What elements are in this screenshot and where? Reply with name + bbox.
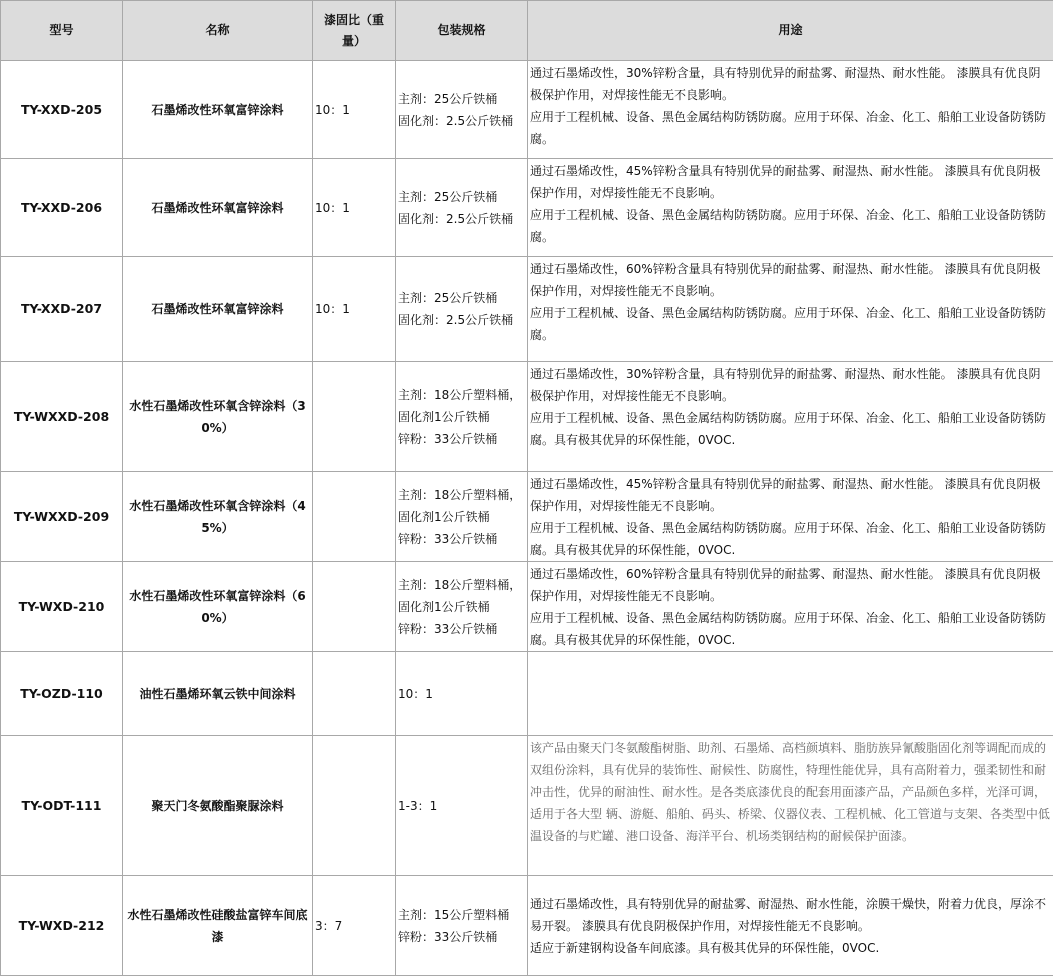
usage-line: 通过石墨烯改性，30%锌粉含量，具有特别优异的耐盐雾、耐湿热、耐水性能。 漆膜具有优良阴极保护作用，对焊接性能无不良影响。 bbox=[530, 62, 1051, 106]
name-cell: 聚天门冬氨酸酯聚脲涂料 bbox=[123, 736, 313, 876]
ratio-cell bbox=[313, 562, 396, 652]
packaging-line: 主剂：18公斤塑料桶，固化剂1公斤铁桶 bbox=[398, 574, 525, 618]
usage-line: 应用于工程机械、设备、黑色金属结构防锈防腐。应用于环保、冶金、化工、船舶工业设备防锈防腐。 bbox=[530, 106, 1051, 150]
model-cell: TY-XXD-205 bbox=[1, 61, 123, 159]
packaging-line: 1-3：1 bbox=[398, 795, 525, 817]
table-row bbox=[1, 652, 1053, 736]
usage-cell bbox=[528, 362, 1053, 472]
name-cell: 水性石墨烯改性环氧含锌涂料（45%） bbox=[123, 472, 313, 562]
model-cell: TY-WXD-210 bbox=[1, 562, 123, 652]
packaging-line: 锌粉：33公斤铁桶 bbox=[398, 528, 525, 550]
name-cell: 石墨烯改性环氧富锌涂料 bbox=[123, 257, 313, 362]
model-cell: TY-XXD-207 bbox=[1, 257, 123, 362]
usage-line: 通过石墨烯改性，60%锌粉含量具有特别优异的耐盐雾、耐湿热、耐水性能。 漆膜具有优良阴极保护作用，对焊接性能无不良影响。 bbox=[530, 563, 1051, 607]
header-usage: 用途 bbox=[528, 1, 1053, 61]
usage-cell bbox=[528, 257, 1053, 362]
packaging-line: 10：1 bbox=[398, 683, 525, 705]
usage-line: 应用于工程机械、设备、黑色金属结构防锈防腐。应用于环保、冶金、化工、船舶工业设备防锈防腐。 bbox=[530, 204, 1051, 248]
ratio-cell bbox=[313, 736, 396, 876]
packaging-cell bbox=[396, 362, 528, 472]
header-row bbox=[1, 1, 1053, 61]
packaging-cell bbox=[396, 257, 528, 362]
packaging-cell bbox=[396, 736, 528, 876]
ratio-cell bbox=[313, 362, 396, 472]
table-row bbox=[1, 257, 1053, 362]
usage-cell bbox=[528, 652, 1053, 736]
model-cell: TY-WXXD-208 bbox=[1, 362, 123, 472]
name-cell: 水性石墨烯改性硅酸盐富锌车间底漆 bbox=[123, 876, 313, 976]
packaging-line: 主剂：25公斤铁桶 bbox=[398, 287, 525, 309]
ratio-cell bbox=[313, 472, 396, 562]
packaging-cell bbox=[396, 652, 528, 736]
usage-line: 通过石墨烯改性，30%锌粉含量，具有特别优异的耐盐雾、耐湿热、耐水性能。 漆膜具有优良阴极保护作用，对焊接性能无不良影响。 bbox=[530, 363, 1051, 407]
packaging-line: 固化剂：2.5公斤铁桶 bbox=[398, 208, 525, 230]
usage-line: 通过石墨烯改性，具有特别优异的耐盐雾、耐湿热、耐水性能，涂膜干燥快，附着力优良，厚涂不易开裂。 漆膜具有优良阴极保护作用，对焊接性能无不良影响。 bbox=[530, 893, 1051, 937]
table-row bbox=[1, 876, 1053, 976]
usage-line: 通过石墨烯改性，45%锌粉含量具有特别优异的耐盐雾、耐湿热、耐水性能。 漆膜具有优良阴极保护作用，对焊接性能无不良影响。 bbox=[530, 473, 1051, 517]
packaging-line: 固化剂：2.5公斤铁桶 bbox=[398, 309, 525, 331]
packaging-line: 锌粉：33公斤铁桶 bbox=[398, 926, 525, 948]
table-row bbox=[1, 159, 1053, 257]
usage-line: 该产品由聚天门冬氨酸酯树脂、助剂、石墨烯、高档颜填料、脂肪族异氰酸脂固化剂等调配而成的双组份涂料，具有优异的装饰性、耐候性、防腐性，特理性能优异，具有高附着力，强柔韧性和耐冲击性，优异的耐油性、耐水性。是各类底漆优良的配套用面漆产品，产品颜色多样，光泽可调，适用于各大型 辆、游艇、船舶、码头、桥梁、仪器仪表、工程机械、化工管道与支架、各类型中低温设备的与贮罐、港口设备、海洋平台、机场类钢结构的耐候保护面漆。 bbox=[530, 737, 1051, 847]
table-row bbox=[1, 562, 1053, 652]
usage-line: 通过石墨烯改性，60%锌粉含量具有特别优异的耐盐雾、耐湿热、耐水性能。 漆膜具有优良阴极保护作用，对焊接性能无不良影响。 bbox=[530, 258, 1051, 302]
packaging-cell bbox=[396, 876, 528, 976]
name-cell: 石墨烯改性环氧富锌涂料 bbox=[123, 61, 313, 159]
table-row bbox=[1, 362, 1053, 472]
packaging-cell bbox=[396, 159, 528, 257]
model-cell: TY-WXD-212 bbox=[1, 876, 123, 976]
model-cell: TY-OZD-110 bbox=[1, 652, 123, 736]
ratio-cell: 3：7 bbox=[313, 876, 396, 976]
header-name: 名称 bbox=[123, 1, 313, 61]
header-ratio: 漆固比（重量） bbox=[313, 1, 396, 61]
usage-cell bbox=[528, 562, 1053, 652]
usage-cell bbox=[528, 472, 1053, 562]
usage-cell bbox=[528, 736, 1053, 876]
name-cell: 水性石墨烯改性环氧富锌涂料（60%） bbox=[123, 562, 313, 652]
usage-cell bbox=[528, 876, 1053, 976]
packaging-line: 主剂：15公斤塑料桶 bbox=[398, 904, 525, 926]
packaging-line: 固化剂：2.5公斤铁桶 bbox=[398, 110, 525, 132]
packaging-line: 主剂：18公斤塑料桶，固化剂1公斤铁桶 bbox=[398, 384, 525, 428]
packaging-cell bbox=[396, 61, 528, 159]
packaging-cell bbox=[396, 562, 528, 652]
ratio-cell: 10：1 bbox=[313, 257, 396, 362]
usage-line: 通过石墨烯改性，45%锌粉含量具有特别优异的耐盐雾、耐湿热、耐水性能。 漆膜具有优良阴极保护作用，对焊接性能无不良影响。 bbox=[530, 160, 1051, 204]
usage-line: 应用于工程机械、设备、黑色金属结构防锈防腐。应用于环保、冶金、化工、船舶工业设备防锈防腐。 bbox=[530, 302, 1051, 346]
usage-line: 应用于工程机械、设备、黑色金属结构防锈防腐。应用于环保、冶金、化工、船舶工业设备防锈防腐。具有极其优异的环保性能，0VOC. bbox=[530, 517, 1051, 561]
name-cell: 石墨烯改性环氧富锌涂料 bbox=[123, 159, 313, 257]
model-cell: TY-WXXD-209 bbox=[1, 472, 123, 562]
ratio-cell: 10：1 bbox=[313, 61, 396, 159]
table-row bbox=[1, 736, 1053, 876]
table-row bbox=[1, 472, 1053, 562]
packaging-line: 锌粉：33公斤铁桶 bbox=[398, 618, 525, 640]
packaging-line: 锌粉：33公斤铁桶 bbox=[398, 428, 525, 450]
usage-cell bbox=[528, 61, 1053, 159]
packaging-line: 主剂：25公斤铁桶 bbox=[398, 186, 525, 208]
header-packaging: 包装规格 bbox=[396, 1, 528, 61]
ratio-cell: 10：1 bbox=[313, 159, 396, 257]
usage-line: 应用于工程机械、设备、黑色金属结构防锈防腐。应用于环保、冶金、化工、船舶工业设备防锈防腐。具有极其优异的环保性能，0VOC. bbox=[530, 607, 1051, 651]
header-model: 型号 bbox=[1, 1, 123, 61]
name-cell: 水性石墨烯改性环氧含锌涂料（30%） bbox=[123, 362, 313, 472]
packaging-line: 主剂：18公斤塑料桶，固化剂1公斤铁桶 bbox=[398, 484, 525, 528]
usage-cell bbox=[528, 159, 1053, 257]
packaging-line: 主剂：25公斤铁桶 bbox=[398, 88, 525, 110]
model-cell: TY-ODT-111 bbox=[1, 736, 123, 876]
table-row bbox=[1, 61, 1053, 159]
packaging-cell bbox=[396, 472, 528, 562]
usage-line: 适应于新建钢构设备车间底漆。具有极其优异的环保性能，0VOC. bbox=[530, 937, 1051, 959]
usage-line: 应用于工程机械、设备、黑色金属结构防锈防腐。应用于环保、冶金、化工、船舶工业设备防锈防腐。具有极其优异的环保性能，0VOC. bbox=[530, 407, 1051, 451]
ratio-cell bbox=[313, 652, 396, 736]
name-cell: 油性石墨烯环氧云铁中间涂料 bbox=[123, 652, 313, 736]
model-cell: TY-XXD-206 bbox=[1, 159, 123, 257]
